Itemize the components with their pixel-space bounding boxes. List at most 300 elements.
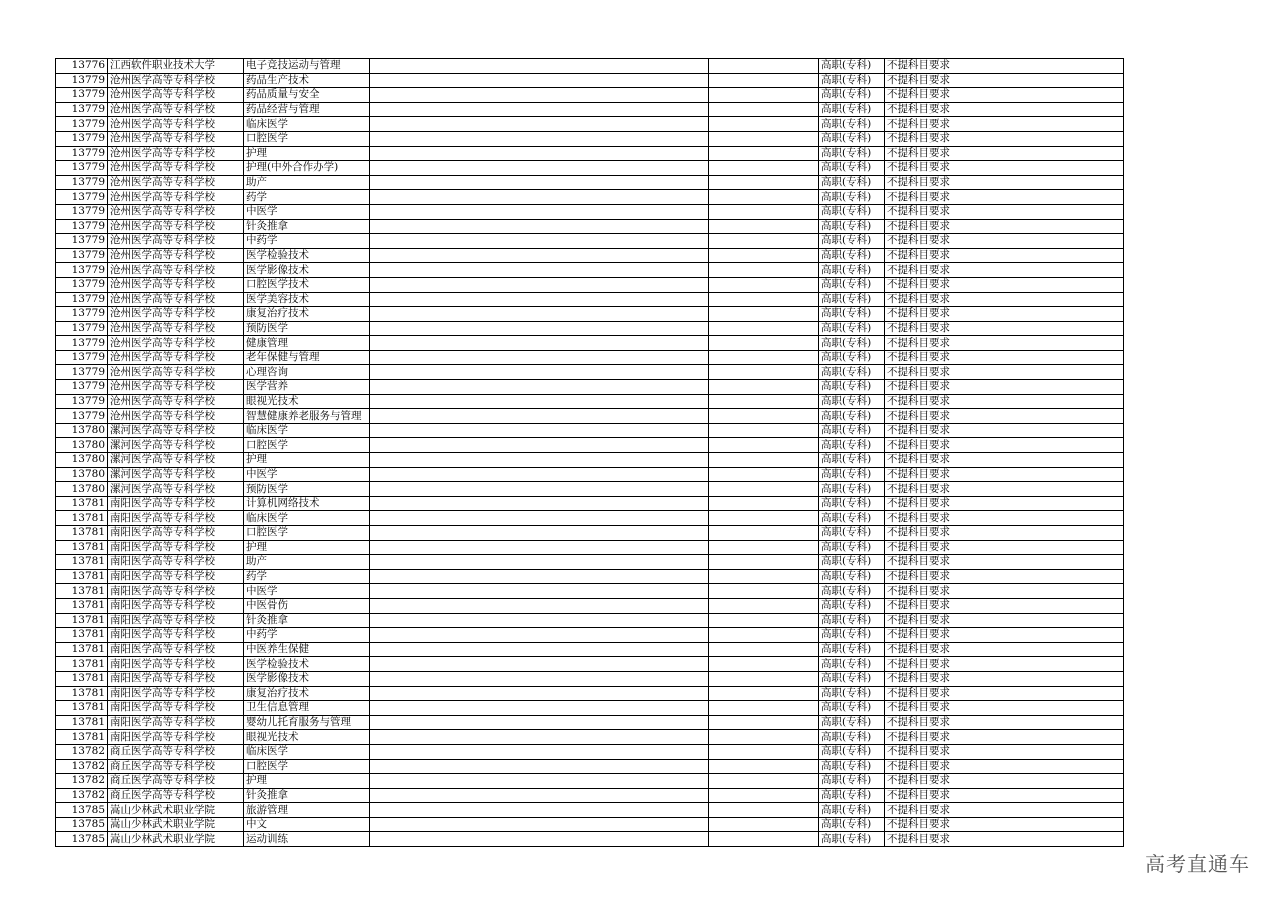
blank-cell — [709, 555, 819, 570]
data-table — [55, 58, 1124, 847]
school-name-cell: 沧州医学高等专科学校 — [108, 102, 244, 117]
school-name-cell: 沧州医学高等专科学校 — [108, 336, 244, 351]
table-row — [56, 832, 1124, 847]
subject-requirement-cell: 不提科目要求 — [885, 263, 1124, 278]
table-row — [56, 584, 1124, 599]
table-row — [56, 511, 1124, 526]
school-code-cell: 13780 — [56, 423, 108, 438]
major-name-cell: 中医骨伤 — [244, 598, 370, 613]
blank-cell — [370, 584, 709, 599]
blank-cell — [709, 146, 819, 161]
level-cell: 高职(专科) — [819, 248, 885, 263]
subject-requirement-cell: 不提科目要求 — [885, 394, 1124, 409]
table-row — [56, 321, 1124, 336]
blank-cell — [709, 117, 819, 132]
blank-cell — [370, 803, 709, 818]
subject-requirement-cell: 不提科目要求 — [885, 146, 1124, 161]
blank-cell — [709, 453, 819, 468]
level-cell: 高职(专科) — [819, 263, 885, 278]
table-row — [56, 744, 1124, 759]
table-row — [56, 467, 1124, 482]
major-name-cell: 预防医学 — [244, 482, 370, 497]
table-row — [56, 380, 1124, 395]
table-row — [56, 715, 1124, 730]
school-name-cell: 漯河医学高等专科学校 — [108, 467, 244, 482]
major-name-cell: 医学检验技术 — [244, 657, 370, 672]
school-code-cell: 13781 — [56, 526, 108, 541]
table-row — [56, 686, 1124, 701]
school-code-cell: 13779 — [56, 117, 108, 132]
table-row — [56, 540, 1124, 555]
school-name-cell: 嵩山少林武术职业学院 — [108, 832, 244, 847]
blank-cell — [709, 759, 819, 774]
school-code-cell: 13782 — [56, 744, 108, 759]
school-code-cell: 13782 — [56, 759, 108, 774]
school-code-cell: 13781 — [56, 496, 108, 511]
school-name-cell: 商丘医学高等专科学校 — [108, 759, 244, 774]
subject-requirement-cell: 不提科目要求 — [885, 59, 1124, 74]
blank-cell — [370, 292, 709, 307]
subject-requirement-cell: 不提科目要求 — [885, 569, 1124, 584]
subject-requirement-cell: 不提科目要求 — [885, 832, 1124, 847]
level-cell: 高职(专科) — [819, 759, 885, 774]
blank-cell — [709, 598, 819, 613]
table-row — [56, 598, 1124, 613]
school-code-cell: 13780 — [56, 453, 108, 468]
major-name-cell: 计算机网络技术 — [244, 496, 370, 511]
major-name-cell: 婴幼儿托育服务与管理 — [244, 715, 370, 730]
table-row — [56, 496, 1124, 511]
school-code-cell: 13779 — [56, 88, 108, 103]
table-row — [56, 394, 1124, 409]
table-row — [56, 730, 1124, 745]
level-cell: 高职(专科) — [819, 88, 885, 103]
blank-cell — [709, 248, 819, 263]
subject-requirement-cell: 不提科目要求 — [885, 788, 1124, 803]
table-row — [56, 263, 1124, 278]
subject-requirement-cell: 不提科目要求 — [885, 423, 1124, 438]
school-code-cell: 13779 — [56, 394, 108, 409]
level-cell: 高职(专科) — [819, 307, 885, 322]
school-code-cell: 13779 — [56, 380, 108, 395]
blank-cell — [370, 307, 709, 322]
level-cell: 高职(专科) — [819, 482, 885, 497]
level-cell: 高职(专科) — [819, 204, 885, 219]
school-name-cell: 沧州医学高等专科学校 — [108, 263, 244, 278]
blank-cell — [709, 336, 819, 351]
school-name-cell: 南阳医学高等专科学校 — [108, 584, 244, 599]
blank-cell — [370, 511, 709, 526]
blank-cell — [709, 409, 819, 424]
level-cell: 高职(专科) — [819, 380, 885, 395]
subject-requirement-cell: 不提科目要求 — [885, 598, 1124, 613]
school-code-cell: 13782 — [56, 788, 108, 803]
major-name-cell: 助产 — [244, 555, 370, 570]
level-cell: 高职(专科) — [819, 686, 885, 701]
major-name-cell: 护理(中外合作办学) — [244, 161, 370, 176]
level-cell: 高职(专科) — [819, 569, 885, 584]
level-cell: 高职(专科) — [819, 277, 885, 292]
level-cell: 高职(专科) — [819, 409, 885, 424]
school-name-cell: 沧州医学高等专科学校 — [108, 219, 244, 234]
major-name-cell: 药学 — [244, 569, 370, 584]
school-name-cell: 南阳医学高等专科学校 — [108, 598, 244, 613]
subject-requirement-cell: 不提科目要求 — [885, 496, 1124, 511]
blank-cell — [709, 307, 819, 322]
subject-requirement-cell: 不提科目要求 — [885, 117, 1124, 132]
major-name-cell: 护理 — [244, 146, 370, 161]
school-name-cell: 沧州医学高等专科学校 — [108, 88, 244, 103]
blank-cell — [709, 803, 819, 818]
major-name-cell: 眼视光技术 — [244, 730, 370, 745]
school-code-cell: 13785 — [56, 817, 108, 832]
major-name-cell: 中医学 — [244, 204, 370, 219]
table-row — [56, 73, 1124, 88]
table-row — [56, 277, 1124, 292]
subject-requirement-cell: 不提科目要求 — [885, 817, 1124, 832]
major-name-cell: 运动训练 — [244, 832, 370, 847]
blank-cell — [709, 234, 819, 249]
blank-cell — [370, 686, 709, 701]
table-row — [56, 453, 1124, 468]
blank-cell — [709, 511, 819, 526]
blank-cell — [370, 59, 709, 74]
table-row — [56, 628, 1124, 643]
subject-requirement-cell: 不提科目要求 — [885, 482, 1124, 497]
school-code-cell: 13779 — [56, 204, 108, 219]
blank-cell — [370, 730, 709, 745]
subject-requirement-cell: 不提科目要求 — [885, 350, 1124, 365]
level-cell: 高职(专科) — [819, 730, 885, 745]
school-name-cell: 漯河医学高等专科学校 — [108, 423, 244, 438]
table-row — [56, 657, 1124, 672]
blank-cell — [370, 234, 709, 249]
level-cell: 高职(专科) — [819, 715, 885, 730]
major-name-cell: 中医学 — [244, 584, 370, 599]
blank-cell — [709, 277, 819, 292]
subject-requirement-cell: 不提科目要求 — [885, 628, 1124, 643]
blank-cell — [709, 730, 819, 745]
blank-cell — [370, 598, 709, 613]
level-cell: 高职(专科) — [819, 453, 885, 468]
blank-cell — [709, 701, 819, 716]
level-cell: 高职(专科) — [819, 803, 885, 818]
school-name-cell: 南阳医学高等专科学校 — [108, 730, 244, 745]
level-cell: 高职(专科) — [819, 190, 885, 205]
level-cell: 高职(专科) — [819, 438, 885, 453]
subject-requirement-cell: 不提科目要求 — [885, 219, 1124, 234]
level-cell: 高职(专科) — [819, 117, 885, 132]
school-code-cell: 13779 — [56, 365, 108, 380]
school-code-cell: 13781 — [56, 598, 108, 613]
subject-requirement-cell: 不提科目要求 — [885, 526, 1124, 541]
major-name-cell: 医学检验技术 — [244, 248, 370, 263]
blank-cell — [709, 715, 819, 730]
school-name-cell: 商丘医学高等专科学校 — [108, 788, 244, 803]
blank-cell — [370, 671, 709, 686]
subject-requirement-cell: 不提科目要求 — [885, 555, 1124, 570]
blank-cell — [370, 350, 709, 365]
blank-cell — [370, 117, 709, 132]
blank-cell — [709, 584, 819, 599]
blank-cell — [709, 292, 819, 307]
school-code-cell: 13779 — [56, 277, 108, 292]
school-name-cell: 沧州医学高等专科学校 — [108, 73, 244, 88]
blank-cell — [709, 671, 819, 686]
school-name-cell: 沧州医学高等专科学校 — [108, 248, 244, 263]
subject-requirement-cell: 不提科目要求 — [885, 657, 1124, 672]
major-name-cell: 电子竞技运动与管理 — [244, 59, 370, 74]
subject-requirement-cell: 不提科目要求 — [885, 321, 1124, 336]
major-name-cell: 康复治疗技术 — [244, 686, 370, 701]
blank-cell — [370, 380, 709, 395]
major-name-cell: 临床医学 — [244, 117, 370, 132]
level-cell: 高职(专科) — [819, 161, 885, 176]
blank-cell — [709, 628, 819, 643]
school-name-cell: 商丘医学高等专科学校 — [108, 774, 244, 789]
school-code-cell: 13780 — [56, 482, 108, 497]
table-row — [56, 438, 1124, 453]
blank-cell — [370, 715, 709, 730]
blank-cell — [709, 642, 819, 657]
major-name-cell: 智慧健康养老服务与管理 — [244, 409, 370, 424]
major-name-cell: 护理 — [244, 774, 370, 789]
blank-cell — [370, 263, 709, 278]
subject-requirement-cell: 不提科目要求 — [885, 175, 1124, 190]
blank-cell — [709, 73, 819, 88]
school-code-cell: 13780 — [56, 467, 108, 482]
major-name-cell: 卫生信息管理 — [244, 701, 370, 716]
blank-cell — [709, 321, 819, 336]
major-name-cell: 医学营养 — [244, 380, 370, 395]
level-cell: 高职(专科) — [819, 774, 885, 789]
subject-requirement-cell: 不提科目要求 — [885, 204, 1124, 219]
school-code-cell: 13779 — [56, 190, 108, 205]
school-code-cell: 13779 — [56, 292, 108, 307]
table-row — [56, 292, 1124, 307]
level-cell: 高职(专科) — [819, 657, 885, 672]
major-name-cell: 康复治疗技术 — [244, 307, 370, 322]
school-code-cell: 13779 — [56, 263, 108, 278]
subject-requirement-cell: 不提科目要求 — [885, 277, 1124, 292]
blank-cell — [370, 526, 709, 541]
school-name-cell: 南阳医学高等专科学校 — [108, 511, 244, 526]
school-code-cell: 13781 — [56, 511, 108, 526]
major-name-cell: 健康管理 — [244, 336, 370, 351]
blank-cell — [370, 321, 709, 336]
blank-cell — [370, 190, 709, 205]
subject-requirement-cell: 不提科目要求 — [885, 701, 1124, 716]
school-code-cell: 13781 — [56, 701, 108, 716]
school-code-cell: 13779 — [56, 321, 108, 336]
blank-cell — [709, 817, 819, 832]
table-row — [56, 146, 1124, 161]
school-name-cell: 江西软件职业技术大学 — [108, 59, 244, 74]
blank-cell — [709, 175, 819, 190]
school-name-cell: 沧州医学高等专科学校 — [108, 146, 244, 161]
subject-requirement-cell: 不提科目要求 — [885, 307, 1124, 322]
major-name-cell: 口腔医学技术 — [244, 277, 370, 292]
school-code-cell: 13779 — [56, 219, 108, 234]
level-cell: 高职(专科) — [819, 365, 885, 380]
major-name-cell: 口腔医学 — [244, 131, 370, 146]
school-code-cell: 13781 — [56, 540, 108, 555]
school-name-cell: 沧州医学高等专科学校 — [108, 394, 244, 409]
blank-cell — [370, 277, 709, 292]
major-name-cell: 护理 — [244, 453, 370, 468]
blank-cell — [709, 467, 819, 482]
blank-cell — [370, 102, 709, 117]
blank-cell — [370, 453, 709, 468]
blank-cell — [370, 759, 709, 774]
blank-cell — [709, 102, 819, 117]
subject-requirement-cell: 不提科目要求 — [885, 336, 1124, 351]
subject-requirement-cell: 不提科目要求 — [885, 584, 1124, 599]
table-row — [56, 409, 1124, 424]
school-name-cell: 沧州医学高等专科学校 — [108, 292, 244, 307]
blank-cell — [709, 204, 819, 219]
major-name-cell: 中医养生保健 — [244, 642, 370, 657]
blank-cell — [370, 657, 709, 672]
blank-cell — [370, 161, 709, 176]
level-cell: 高职(专科) — [819, 555, 885, 570]
level-cell: 高职(专科) — [819, 598, 885, 613]
blank-cell — [709, 438, 819, 453]
school-code-cell: 13779 — [56, 102, 108, 117]
school-code-cell: 13785 — [56, 803, 108, 818]
subject-requirement-cell: 不提科目要求 — [885, 730, 1124, 745]
level-cell: 高职(专科) — [819, 701, 885, 716]
subject-requirement-cell: 不提科目要求 — [885, 759, 1124, 774]
blank-cell — [370, 175, 709, 190]
major-name-cell: 医学影像技术 — [244, 263, 370, 278]
major-name-cell: 药学 — [244, 190, 370, 205]
blank-cell — [370, 219, 709, 234]
school-code-cell: 13779 — [56, 146, 108, 161]
level-cell: 高职(专科) — [819, 219, 885, 234]
level-cell: 高职(专科) — [819, 336, 885, 351]
blank-cell — [709, 161, 819, 176]
blank-cell — [370, 613, 709, 628]
school-code-cell: 13781 — [56, 657, 108, 672]
school-code-cell: 13779 — [56, 350, 108, 365]
school-name-cell: 沧州医学高等专科学校 — [108, 131, 244, 146]
blank-cell — [709, 350, 819, 365]
blank-cell — [709, 380, 819, 395]
blank-cell — [370, 438, 709, 453]
major-name-cell: 中文 — [244, 817, 370, 832]
school-name-cell: 漯河医学高等专科学校 — [108, 453, 244, 468]
school-name-cell: 沧州医学高等专科学校 — [108, 204, 244, 219]
school-name-cell: 沧州医学高等专科学校 — [108, 350, 244, 365]
subject-requirement-cell: 不提科目要求 — [885, 365, 1124, 380]
level-cell: 高职(专科) — [819, 496, 885, 511]
school-code-cell: 13781 — [56, 584, 108, 599]
blank-cell — [709, 788, 819, 803]
blank-cell — [370, 409, 709, 424]
blank-cell — [709, 744, 819, 759]
level-cell: 高职(专科) — [819, 628, 885, 643]
subject-requirement-cell: 不提科目要求 — [885, 715, 1124, 730]
school-name-cell: 沧州医学高等专科学校 — [108, 234, 244, 249]
level-cell: 高职(专科) — [819, 59, 885, 74]
table-row — [56, 175, 1124, 190]
level-cell: 高职(专科) — [819, 817, 885, 832]
blank-cell — [370, 131, 709, 146]
level-cell: 高职(专科) — [819, 350, 885, 365]
major-name-cell: 旅游管理 — [244, 803, 370, 818]
school-name-cell: 南阳医学高等专科学校 — [108, 569, 244, 584]
blank-cell — [370, 642, 709, 657]
major-name-cell: 医学美容技术 — [244, 292, 370, 307]
blank-cell — [370, 248, 709, 263]
blank-cell — [370, 204, 709, 219]
blank-cell — [370, 467, 709, 482]
blank-cell — [370, 832, 709, 847]
subject-requirement-cell: 不提科目要求 — [885, 190, 1124, 205]
subject-requirement-cell: 不提科目要求 — [885, 248, 1124, 263]
subject-requirement-cell: 不提科目要求 — [885, 409, 1124, 424]
level-cell: 高职(专科) — [819, 73, 885, 88]
school-name-cell: 南阳医学高等专科学校 — [108, 540, 244, 555]
subject-requirement-cell: 不提科目要求 — [885, 774, 1124, 789]
table-row — [56, 788, 1124, 803]
level-cell: 高职(专科) — [819, 671, 885, 686]
major-name-cell: 护理 — [244, 540, 370, 555]
table-row — [56, 774, 1124, 789]
blank-cell — [370, 701, 709, 716]
school-name-cell: 南阳医学高等专科学校 — [108, 701, 244, 716]
school-code-cell: 13779 — [56, 234, 108, 249]
major-name-cell: 针灸推拿 — [244, 219, 370, 234]
subject-requirement-cell: 不提科目要求 — [885, 803, 1124, 818]
level-cell: 高职(专科) — [819, 292, 885, 307]
subject-requirement-cell: 不提科目要求 — [885, 161, 1124, 176]
level-cell: 高职(专科) — [819, 511, 885, 526]
table-row — [56, 59, 1124, 74]
table-row — [56, 642, 1124, 657]
school-code-cell: 13776 — [56, 59, 108, 74]
school-name-cell: 沧州医学高等专科学校 — [108, 117, 244, 132]
table-row — [56, 671, 1124, 686]
school-code-cell: 13781 — [56, 715, 108, 730]
subject-requirement-cell: 不提科目要求 — [885, 88, 1124, 103]
blank-cell — [370, 774, 709, 789]
school-name-cell: 沧州医学高等专科学校 — [108, 175, 244, 190]
blank-cell — [709, 832, 819, 847]
school-code-cell: 13781 — [56, 628, 108, 643]
level-cell: 高职(专科) — [819, 744, 885, 759]
blank-cell — [709, 613, 819, 628]
table-row — [56, 88, 1124, 103]
table-row — [56, 613, 1124, 628]
blank-cell — [370, 146, 709, 161]
major-name-cell: 药品质量与安全 — [244, 88, 370, 103]
blank-cell — [709, 59, 819, 74]
table-row — [56, 248, 1124, 263]
school-code-cell: 13779 — [56, 73, 108, 88]
subject-requirement-cell: 不提科目要求 — [885, 613, 1124, 628]
school-name-cell: 南阳医学高等专科学校 — [108, 657, 244, 672]
blank-cell — [709, 219, 819, 234]
school-code-cell: 13779 — [56, 161, 108, 176]
table-row — [56, 482, 1124, 497]
level-cell: 高职(专科) — [819, 146, 885, 161]
school-name-cell: 南阳医学高等专科学校 — [108, 642, 244, 657]
table-row — [56, 526, 1124, 541]
table-row — [56, 803, 1124, 818]
level-cell: 高职(专科) — [819, 642, 885, 657]
